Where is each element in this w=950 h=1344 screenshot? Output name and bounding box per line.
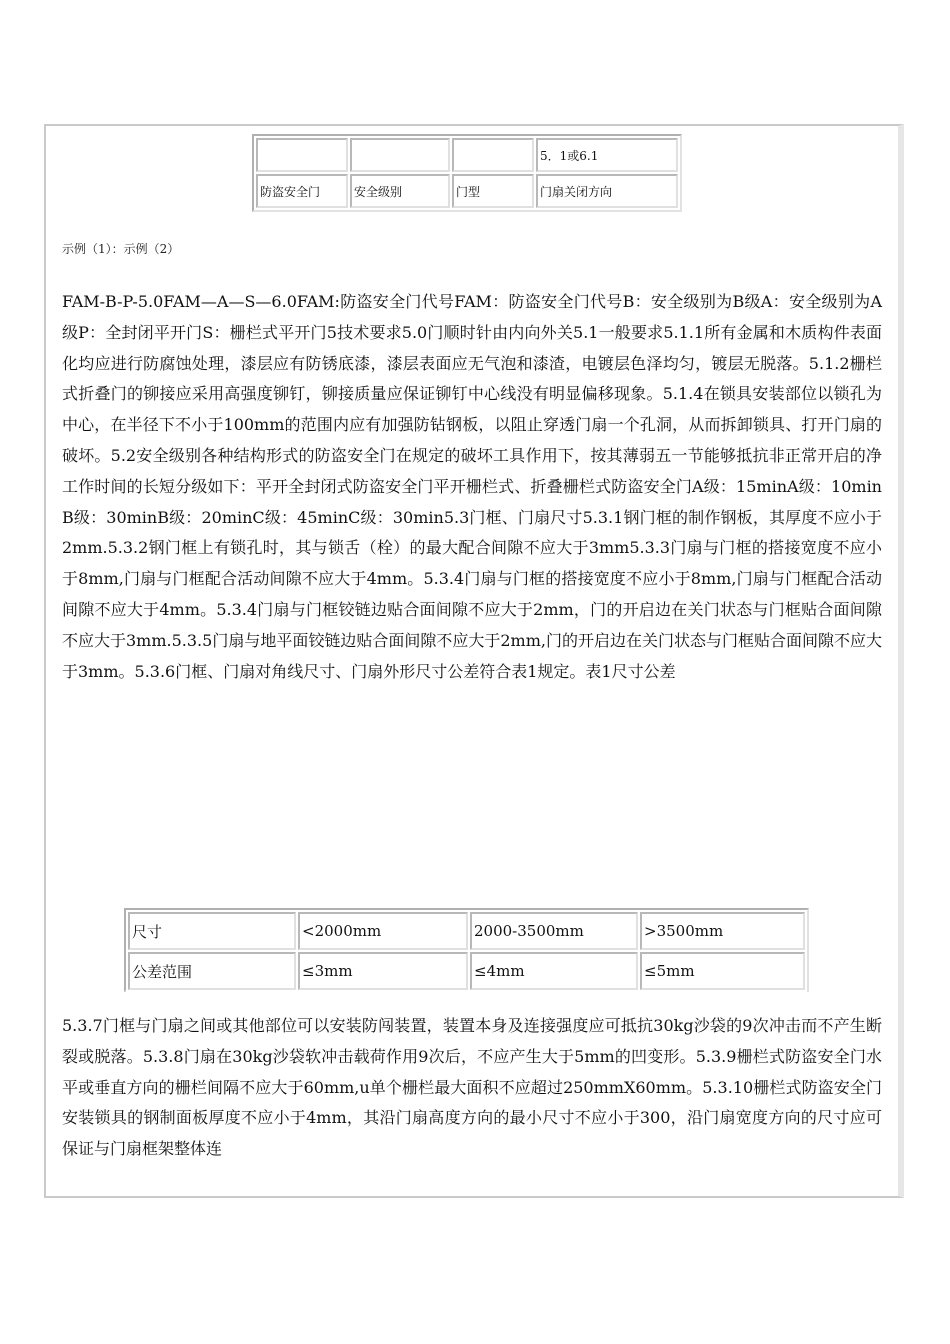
table-row (128, 912, 805, 950)
table-cell (256, 138, 348, 172)
table-cell: ≤3mm (298, 952, 468, 990)
table-cell: 2000-3500mm (470, 912, 638, 950)
table-cell (350, 138, 450, 172)
table-cell (452, 138, 534, 172)
table-cell: ≤5mm (640, 952, 805, 990)
example-caption: 示例（1）：示例（2） (62, 242, 180, 256)
table-cell: 门型 (452, 174, 534, 208)
table-cell: 公差范围 (128, 952, 296, 990)
table-row (256, 138, 678, 172)
table-row (256, 174, 678, 208)
tolerance-table-frame (124, 908, 809, 992)
table-cell: 安全级别 (350, 174, 450, 208)
table-row (128, 952, 805, 990)
code-table-frame (252, 134, 682, 212)
size-tolerance-table (126, 910, 807, 992)
body-paragraph-continued: 5.3.7门框与门扇之间或其他部位可以安装防闯装置，装置本身及连接强度应可抵抗30kg沙袋的9次冲击而不产生断裂或脱落。5.3.8门扇在30kg沙袋软冲击载荷作用9次后，不应产生大于5mm的凹变形。5.3.9栅栏式防盗安全门水平或垂直方向的栅栏间隔不应大于60mm,u单个栅栏最大面积不应超过250mmX60mm。5.3.10栅栏式防盗安全门安装锁具的钢制面板厚度不应小于4mm，其沿门扇高度方向的最小尺寸不应小于300，沿门扇宽度方向的尺寸应可保证与门扇框架整体连 (62, 1016, 882, 1159)
table-cell: 门扇关闭方向 (536, 174, 678, 208)
table-cell: 尺寸 (128, 912, 296, 950)
body-paragraph: FAM-B-P-5.0FAM—A—S—6.0FAM:防盗安全门代号FAM：防盗安全门代号B：安全级别为B级A：安全级别为A级P：全封闭平开门S：栅栏式平开门5技术要求5.0门顺时针由内向外关5.1一般要求5.1.1所有金属和木质构件表面化均应进行防腐蚀处理，漆层应有防锈底漆，漆层表面应无气泡和漆渣，电镀层色泽均匀，镀层无脱落。5.1.2栅栏式折叠门的铆接应采用高强度铆钉，铆接质量应保证铆钉中心线没有明显偏移现象。5.1.4在锁具安装部位以锁孔为中心，在半径下不小于100mm的范围内应有加强防钻钢板，以阻止穿透门扇一个孔洞，从而拆卸锁具、打开门扇的破坏。5.2安全级别各种结构形式的防盗安全门在规定的破坏工具作用下，按其薄弱五一节能够抵抗非正常开启的净工作时间的长短分级如下：平开全封闭式防盗安全门平开栅栏式、折叠栅栏式防盗安全门A级：15minA级：10minB级：30minB级：20minC级：45minC级：30min5.3门框、门扇尺寸5.3.1钢门框的制作钢板，其厚度不应小于2mm.5.3.2钢门框上有锁孔时，其与锁舌（栓）的最大配合间隙不应大于3mm5.3.3门扇与门框的搭接宽度不应小于8mm,门扇与门框配合活动间隙不应大于4mm。5.3.4门扇与门框的搭接宽度不应小于8mm,门扇与门框配合活动间隙不应大于4mm。5.3.4门扇与门框铰链边贴合面间隙不应大于2mm，门的开启边在关门状态与门框贴合面间隙不应大于3mm.5.3.5门扇与地平面铰链边贴合面间隙不应大于2mm,门的开启边在关门状态与门框贴合面间隙不应大于3mm。5.3.6门框、门扇对角线尺寸、门扇外形尺寸公差符合表1规定。表1尺寸公差 (62, 292, 882, 681)
table-cell: >3500mm (640, 912, 805, 950)
table-cell: <2000mm (298, 912, 468, 950)
table-cell: 5．1或6.1 (536, 138, 678, 172)
table-cell: ≤4mm (470, 952, 638, 990)
door-code-table (254, 136, 680, 210)
table-cell: 防盗安全门 (256, 174, 348, 208)
